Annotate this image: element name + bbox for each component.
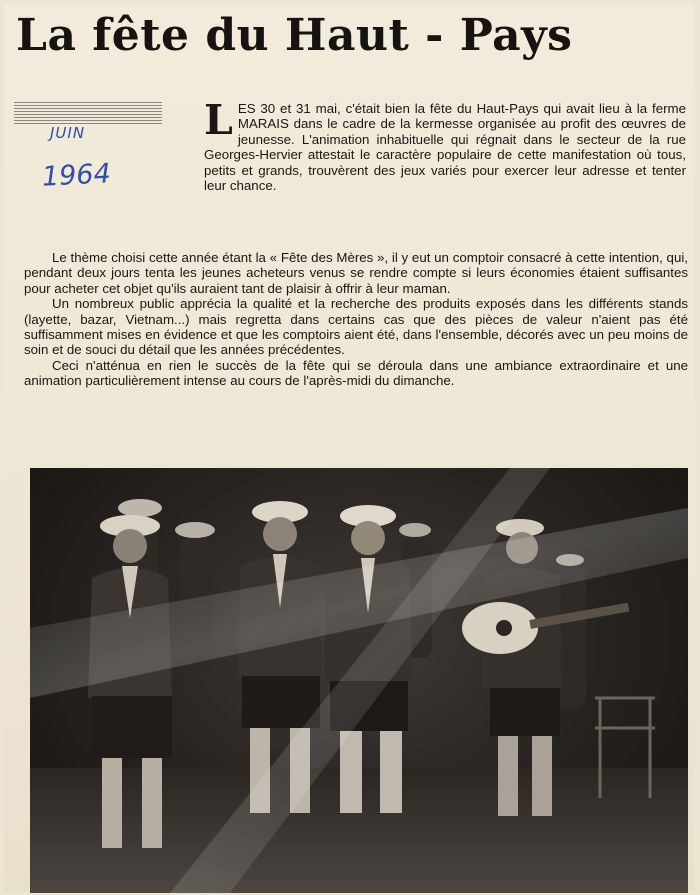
- lead-paragraph: [204, 96, 686, 194]
- handwritten-year: 1964: [41, 158, 112, 193]
- hatched-rule: [14, 100, 162, 124]
- paragraph-success: Ceci n'atténua en rien le succès de la fête qui se déroula dans une ambiance extraordinaire et une animation particulièrement intense au cours de l'après-midi du dimanche.: [24, 357, 688, 389]
- drop-cap: L: [204, 96, 233, 144]
- paragraph-theme: Le thème choisi cette année étant la « Fête des Mères », il y eut un comptoir consacré à cette intention, qui, pendant deux jours tenta les jeunes acheteurs venus se rendre compte si leurs économies étaient suffisantes pour acheter cet objet qu'ils auraient tant de plaisir à offrir à leur maman.: [24, 250, 688, 296]
- headline: La fête du Haut - Pays: [16, 10, 573, 61]
- lead-text: ES 30 et 31 mai, c'était bien la fête du Haut-Pays qui avait lieu à la ferme MARAIS dans le cadre de la kermesse organisée au profit des œuvres de jeunesse. L'animation inhabituelle qui régnait dans le secteur de la rue Georges-Hervier attestait le caractère populaire de cette manifestation où tous, petits et grands, trouvèrent des jeux variés pour exercer leur adresse et tenter leur chance.: [204, 101, 686, 194]
- photo-illustration: [30, 468, 688, 893]
- scouts-singing-photo: [30, 468, 688, 893]
- handwritten-month: JUIN: [50, 124, 86, 142]
- newspaper-clipping: [4, 4, 694, 891]
- article-body: [24, 250, 688, 389]
- paragraph-public: Un nombreux public apprécia la qualité et la recherche des produits exposés dans les différents stands (layette, bazar, Vietnam...) mais regretta dans certains cas que des pièces de valeur n'aient pas été suffisamment mises en évidence et que les comptoirs aient été, dans l'ensemble, décorés avec un peu moins de soin et de souci du détail que les années précédentes.: [24, 296, 688, 358]
